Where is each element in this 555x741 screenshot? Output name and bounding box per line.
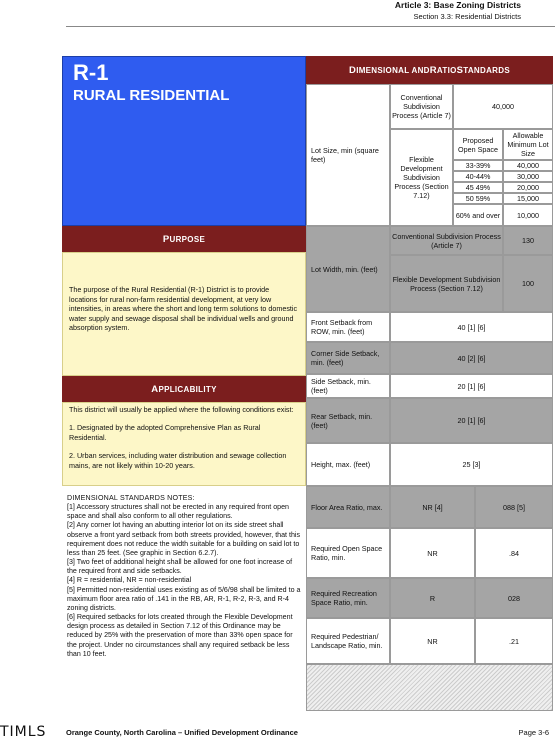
- left-column: [62, 56, 306, 711]
- purpose-text: The purpose of the Rural Residential (R-1) District is to provide locations for rural non-farm residential development, at very low intensities, in areas where the short and long term solutions to domestic water supply and sewage disposal shall be individual wells and ground absorption system.: [62, 252, 306, 376]
- lot-width-label: Lot Width, min. (feet): [306, 226, 390, 312]
- applicability-heading: [62, 376, 306, 402]
- mls-logo: TIMLS: [0, 724, 47, 740]
- note-5: [5] Permitted non-residential uses existing as of 5/6/98 shall be limited to a maximum floor area ratio of .141 in the RB, AR, R-1, R-2, R-3, and R-4 zoning districts.: [67, 585, 301, 612]
- district-name: RURAL RESIDENTIAL: [73, 87, 230, 104]
- note-2: [2] Any corner lot having an abutting interior lot on its side street shall observe a front yard setback from both streets provided, however, that this requirement does not reduce the width suitable for a building on said lot to less than 25 feet. (See graphic in Section 6.2.7).: [67, 521, 301, 557]
- open-space-range: 40-44%: [453, 171, 503, 182]
- lot-width-conventional-value: 130: [503, 226, 553, 255]
- applicability-heading-initial: A: [151, 383, 159, 395]
- open-space-ratio-value: .84: [475, 528, 553, 578]
- header-divider: [66, 26, 555, 27]
- district-sheet: [62, 56, 553, 711]
- open-space-range: 45 49%: [453, 182, 503, 193]
- page-number: Page 3-6: [518, 728, 549, 737]
- applicability-intro: This district will usually be applied where the following conditions exist:: [69, 405, 294, 414]
- dim-heading-atio: ATIO: [436, 65, 457, 75]
- corner-side-setback-label: Corner Side Setback, min. (feet): [306, 342, 390, 374]
- dimensional-notes: [62, 492, 306, 711]
- footer-organization: Orange County, North Carolina – Unified Development Ordinance: [66, 728, 298, 737]
- side-setback-value: 20 [1] [6]: [390, 374, 553, 398]
- proposed-open-space-header: Proposed Open Space: [453, 129, 503, 160]
- section-title: Section 3.3: Residential Districts: [413, 12, 521, 21]
- note-1: [1] Accessory structures shall not be erected in any required front open space and shall also conform to all other regulations.: [67, 503, 289, 521]
- side-setback-label: Side Setback, min. (feet): [306, 374, 390, 398]
- applicability-item-1: 1. Designated by the adopted Comprehensive Plan as Rural Residential.: [69, 423, 261, 442]
- lot-width-flexible: Flexible Development Subdivision Process (Section 7.12): [390, 255, 503, 312]
- dim-heading-s: S: [456, 64, 464, 76]
- recreation-space-ratio-value: 028: [475, 578, 553, 618]
- purpose-heading: [62, 226, 306, 252]
- open-space-lot-size: 20,000: [503, 182, 553, 193]
- dim-heading-imensional: IMENSIONAL AND: [356, 65, 430, 75]
- applicability-text: [62, 402, 306, 486]
- dimensional-heading: [306, 56, 553, 84]
- front-setback-label: Front Setback from ROW, min. (feet): [306, 312, 390, 342]
- lot-width-flexible-value: 100: [503, 255, 553, 312]
- lot-width-conventional: Conventional Subdivision Process (Article 7): [390, 226, 503, 255]
- height-value: 25 [3]: [390, 443, 553, 486]
- open-space-lot-size: 40,000: [503, 160, 553, 171]
- open-space-lot-size: 30,000: [503, 171, 553, 182]
- dim-heading-r: R: [429, 64, 437, 76]
- hatched-filler: [306, 664, 553, 711]
- open-space-ratio-nr: NR: [390, 528, 475, 578]
- open-space-lot-size: 10,000: [503, 204, 553, 226]
- notes-heading: DIMENSIONAL STANDARDS NOTES:: [67, 494, 195, 502]
- floor-area-ratio-value: 088 [5]: [475, 486, 553, 528]
- open-space-lot-size: 15,000: [503, 193, 553, 204]
- corner-side-setback-value: 40 [2] [6]: [390, 342, 553, 374]
- open-space-range: 33-39%: [453, 160, 503, 171]
- note-6: [6] Required setbacks for lots created through the Flexible Development design process as detailed in Section 7.12 of this Ordinance may be reduced by 25% with the preservation of more than 33% open space for the project. Under no circumstances shall any required setback be less than 10 feet.: [67, 613, 293, 658]
- applicability-heading-rest: PPLICABILITY: [158, 384, 217, 394]
- open-space-range: 60% and over: [453, 204, 503, 226]
- lot-size-label: Lot Size, min (square feet): [306, 84, 390, 226]
- pedestrian-landscape-ratio-label: Required Pedestrian/ Landscape Ratio, min.: [306, 618, 390, 664]
- open-space-range: 50 59%: [453, 193, 503, 204]
- rear-setback-label: Rear Setback, min. (feet): [306, 398, 390, 443]
- purpose-heading-rest: URPOSE: [169, 234, 206, 244]
- lot-size-conventional: Conventional Subdivision Process (Article 7): [390, 84, 453, 129]
- recreation-space-ratio-label: Required Recreation Space Ratio, min.: [306, 578, 390, 618]
- lot-size-conventional-value: 40,000: [453, 84, 553, 129]
- rear-setback-value: 20 [1] [6]: [390, 398, 553, 443]
- page-footer: [0, 724, 555, 741]
- applicability-item-2: 2. Urban services, including water distribution and sewage collection mains, are not likely within 10-20 years.: [69, 451, 287, 470]
- note-3: [3] Two feet of additional height shall be allowed for one foot increase of the required front and side setbacks.: [67, 558, 293, 576]
- pedestrian-landscape-ratio-nr: NR: [390, 618, 475, 664]
- lot-size-flexible: Flexible Development Subdivision Process (Section 7.12): [390, 129, 453, 226]
- district-title-box: [62, 56, 306, 226]
- height-label: Height, max. (feet): [306, 443, 390, 486]
- note-4: [4] R = residential, NR = non-residential: [67, 576, 192, 585]
- floor-area-ratio-label: Floor Area Ratio, max.: [306, 486, 390, 528]
- open-space-ratio-label: Required Open Space Ratio, min.: [306, 528, 390, 578]
- district-code: R-1: [73, 60, 109, 85]
- dimensional-table: [306, 56, 553, 711]
- front-setback-value: 40 [1] [6]: [390, 312, 553, 342]
- article-title: Article 3: Base Zoning Districts: [394, 0, 521, 10]
- recreation-space-ratio-r: R: [390, 578, 475, 618]
- page-header: [395, 0, 521, 22]
- allowable-min-lot-header: Allowable Minimum Lot Size: [503, 129, 553, 160]
- floor-area-ratio-nr: NR [4]: [390, 486, 475, 528]
- purpose-heading-initial: P: [162, 233, 170, 245]
- pedestrian-landscape-ratio-value: .21: [475, 618, 553, 664]
- dim-heading-d: D: [349, 64, 357, 76]
- dim-heading-tandards: TANDARDS: [463, 65, 510, 75]
